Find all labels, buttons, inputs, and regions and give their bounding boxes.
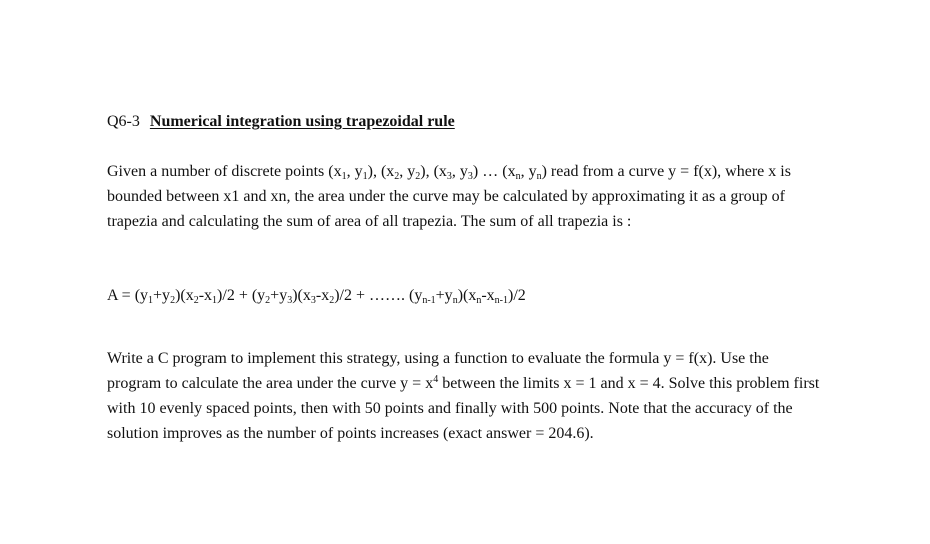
task-text-part2: between the limits x = 1 and x = 4. Solve this problem first with 10 evenly spaced points, then with 50 points and finally with 500 points. Note that the accuracy of the solution improves as the number of points increases (exact answer = 204.6). xyxy=(107,375,820,442)
problem-description-paragraph: Given a number of discrete points ($x_1$, $y_1$), ($x_2$, $y_2$), ($x_3$, $y_3$) … ($x_n$, $y_n$) read from a curve y = f(x), where x is bounded between x1 and xn, the area under the curve may be calculated by approximating it as a group of trapezia and calculating the sum of area of all trapezia. The sum of all trapezia is : xyxy=(107,163,791,230)
task-text-part1: Write a C program to implement this strategy, using a function to evaluate the formula y = f(x). Use the program to calculate the area under the curve y = x xyxy=(107,350,769,392)
intro-text: Given a number of discrete points xyxy=(107,163,329,180)
formula-lhs: A = xyxy=(107,287,135,304)
description-text: read from a curve y = f(x), where x is bounded between x1 and xn, the area under the curve may be calculated by approximating it as a group of trapezia and calculating the sum of area of all trapezia. The sum of all trapezia is : xyxy=(107,163,791,230)
points-ellipsis: … xyxy=(478,163,503,180)
task-paragraph xyxy=(107,346,827,446)
question-number: Q6-3 xyxy=(107,113,140,130)
trapezoidal-sum-formula: $A = (y_1+y_2)(x_2-x_1)/2 + (y_2+y_3)(x_3-x_2)/2$ + ……. $(y_{n-1}+y_n)(x_n-x_{n-1})/2$ xyxy=(107,287,526,306)
question-title: Numerical integration using trapezoidal rule xyxy=(149,113,455,130)
exponent: 4 xyxy=(433,374,439,385)
question-heading xyxy=(107,109,455,134)
formula-ellipsis: ……. xyxy=(368,287,405,304)
